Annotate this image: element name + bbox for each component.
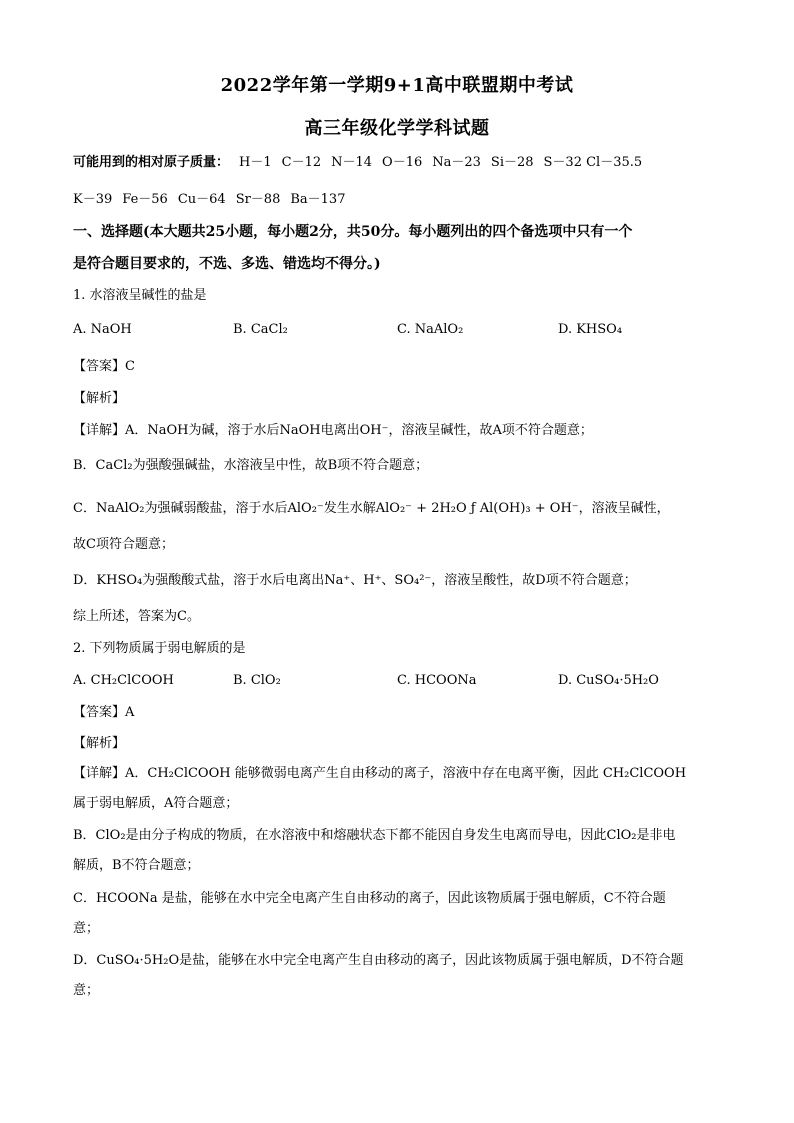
mass-item: K－39 <box>73 192 113 207</box>
q1-detail-line: B．CaCl₂为强酸强碱盐，水溶液呈中性，故B项不符合题意； <box>73 458 429 473</box>
q2-option-c: C. HCOONa <box>397 673 477 688</box>
q2-detail-line: 意； <box>73 983 100 998</box>
q1-answer: 【答案】C <box>73 359 135 374</box>
mass-item: Ba－137 <box>290 192 346 207</box>
q1-option-d: D. KHSO₄ <box>558 322 623 337</box>
q2-detail-line: 属于弱电解质，A符合题意； <box>73 796 239 811</box>
q1-detail-line: 【详解】A．NaOH为碱，溶于水后NaOH电离出OH⁻，溶液呈碱性，故A项不符合题意； <box>73 423 593 438</box>
q1-analysis-label: 【解析】 <box>73 391 126 406</box>
q2-detail-line: B．ClO₂是由分子构成的物质，在水溶液中和熔融状态下都不能因自身发生电离而导电，因此ClO₂是非电 <box>73 828 676 843</box>
q2-option-d: D. CuSO₄·5H₂O <box>558 673 659 688</box>
section-heading-line1: 一、选择题(本大题共25小题，每小题2分，共50分。每小题列出的四个备选项中只有一个 <box>73 224 633 240</box>
mass-item: Cu－64 <box>177 192 226 207</box>
mass-item: Fe－56 <box>122 192 168 207</box>
section-heading-line2: 是符合题目要求的，不选、多选、错选均不得分。) <box>73 256 381 272</box>
q1-detail-line: 故C项符合题意； <box>73 537 174 552</box>
q2-answer: 【答案】A <box>73 705 135 720</box>
mass-item: S－32 Cl－35.5 <box>543 155 643 170</box>
exam-subtitle: 高三年级化学学科试题 <box>304 118 490 139</box>
q2-option-b: B. ClO₂ <box>233 673 281 688</box>
q1-option-a: A. NaOH <box>73 322 132 337</box>
mass-item: O－16 <box>382 155 423 170</box>
mass-item: N－14 <box>331 155 373 170</box>
q2-detail-line: 意； <box>73 921 100 936</box>
q1-detail-line: 综上所述，答案为C。 <box>73 609 200 624</box>
mass-item: Na－23 <box>432 155 481 170</box>
q1-option-c: C. NaAlO₂ <box>397 322 464 337</box>
atomic-masses-row1 <box>73 153 652 173</box>
mass-item: Sr－88 <box>235 192 281 207</box>
mass-item: H－1 <box>239 155 272 170</box>
q2-analysis-label: 【解析】 <box>73 736 126 751</box>
q2-option-a: A. CH₂ClCOOH <box>73 673 174 688</box>
q1-detail-line: D．KHSO₄为强酸酸式盐，溶于水后电离出Na⁺、H⁺、SO₄²⁻，溶液呈酸性，故D项不符合题意； <box>73 573 637 588</box>
exam-title: 2022学年第一学期9+1高中联盟期中考试 <box>220 75 574 96</box>
mass-item: C－12 <box>281 155 322 170</box>
q2-detail-line: C．HCOONa 是盐，能够在水中完全电离产生自由移动的离子，因此该物质属于强电解质，C不符合题 <box>73 891 666 906</box>
question-1-stem: 1. 水溶液呈碱性的盐是 <box>73 288 207 303</box>
atomic-masses-label: 可能用到的相对原子质量： <box>73 155 230 170</box>
q1-detail-line: C．NaAlO₂为强碱弱酸盐，溶于水后AlO₂⁻发生水解AlO₂⁻ + 2H₂O ƒ Al(OH)₃ + OH⁻，溶液呈碱性， <box>73 501 670 516</box>
q1-option-b: B. CaCl₂ <box>233 322 288 337</box>
question-2-stem: 2. 下列物质属于弱电解质的是 <box>73 641 246 656</box>
q2-detail-line: 解质，B不符合题意； <box>73 858 200 873</box>
mass-item: Si－28 <box>490 155 534 170</box>
atomic-masses-row2 <box>73 190 355 210</box>
q2-detail-line: D．CuSO₄·5H₂O是盐，能够在水中完全电离产生自由移动的离子，因此该物质属于强电解质，D不符合题 <box>73 953 684 968</box>
q2-detail-line: 【详解】A．CH₂ClCOOH 能够微弱电离产生自由移动的离子，溶液中存在电离平衡，因此 CH₂ClCOOH <box>73 766 687 781</box>
